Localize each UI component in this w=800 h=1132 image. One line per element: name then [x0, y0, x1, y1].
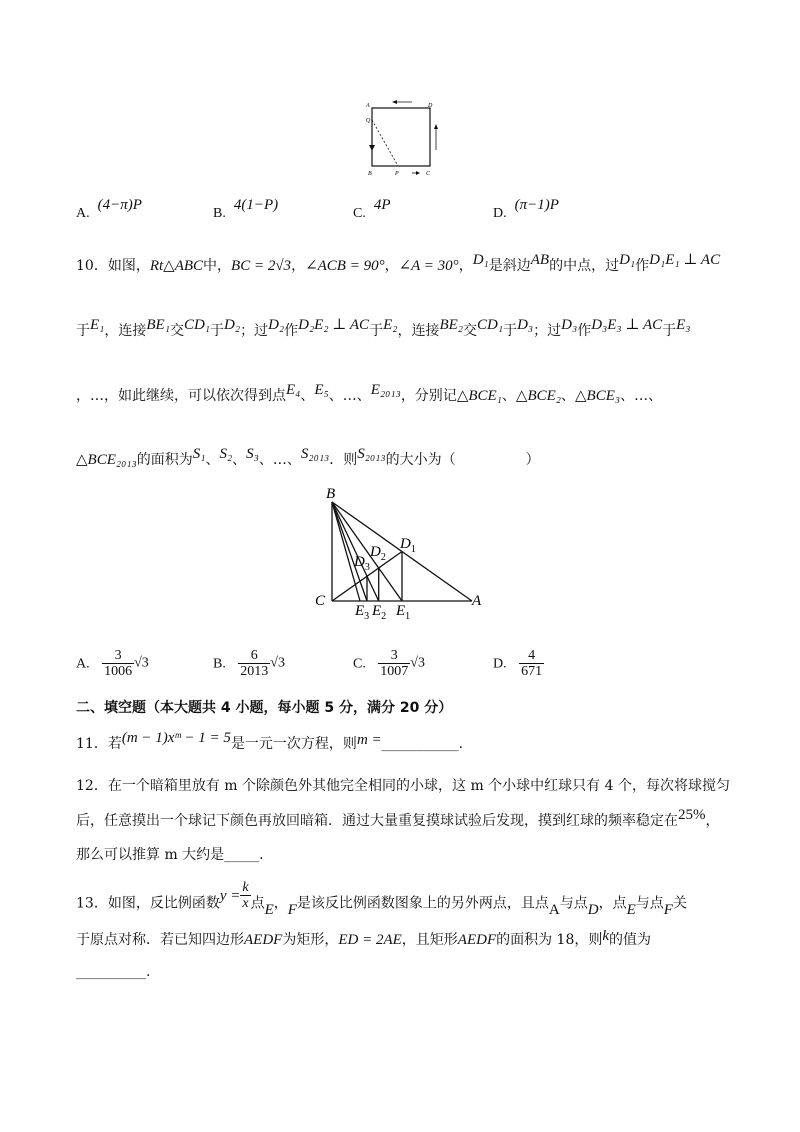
q9-option-c: C.4P	[353, 197, 391, 221]
fig10-label-b: B	[326, 486, 336, 502]
fig9-label-q: Q	[366, 118, 371, 124]
question-10-figure	[312, 484, 492, 624]
q10-line-3: ，…，如此继续，可以依次得到点E₄、E₅、…、E₂₀₁₃，分别记△BCE₁、△BCE₂、△BCE₃、…、	[76, 382, 663, 404]
fig9-label-d: D	[428, 103, 433, 109]
fig10-label-d2: $D_2$	[370, 544, 386, 563]
q10-line-2: 于E₁，连接BE₁交CD₁于D₂；过D₂作D₂E₂ ⊥ AC于E₂，连接BE₂交CD₁于D₃；过D₃作D₃E₃ ⊥ AC于E₃	[76, 317, 691, 339]
q13-line-1: 13．如图，反比例函数y = $\frac{k}{x}$ 点E，F是该反比例函数图象上的另外两点，且点A与点D，点E与点F关	[76, 880, 687, 918]
fig10-label-d1: $D_1$	[400, 536, 416, 555]
fig9-label-c: C	[426, 171, 431, 177]
question-9-figure	[362, 98, 444, 180]
q12-line-1: 12．在一个暗箱里放有 m 个除颜色外其他完全相同的小球，这 m 个小球中红球只有 4 个，每次将球搅匀	[76, 778, 730, 794]
fig10-label-e3: $E_3$	[355, 603, 370, 622]
section-2-heading: 二、填空题（本大题共 4 小题，每小题 5 分，满分 20 分）	[76, 700, 453, 716]
q10-line-1: 10．如图，Rt△ABC中，BC = 2√3，∠ACB = 90°，∠A = 30°，D₁是斜边AB的中点，过D₁作D₁E₁ ⊥ AC	[76, 252, 721, 274]
fig10-label-c: C	[315, 593, 326, 609]
fig9-label-a: A	[366, 103, 370, 109]
q10-line-4: △BCE₂₀₁₃的面积为S₁、S₂、S₃、…、S₂₀₁₃．则S₂₀₁₃的大小为（ ）	[76, 446, 540, 468]
fig9-label-b: B	[368, 171, 372, 177]
q10-option-b: B. $\frac{6}{2013}$ √3	[213, 648, 285, 679]
fig10-label-e2: $E_2$	[372, 603, 387, 622]
q13-line-2: 于原点对称．若已知四边形AEDF为矩形，ED = 2AE，且矩形AEDF的面积为 18，则k的值为	[76, 928, 652, 948]
fig10-label-a: A	[472, 593, 482, 609]
q9-option-a: A.(4−π)P	[76, 197, 142, 221]
q10-option-c: C. $\frac{3}{1007}$ √3	[353, 648, 425, 679]
fig10-label-d3: $D_3$	[354, 554, 370, 573]
fig9-label-p: P	[395, 171, 399, 177]
q10-option-a: A. $\frac{3}{1006}$ √3	[76, 648, 149, 679]
q12-line-2: 后，任意摸出一个球记下颜色再放回暗箱．通过大量重复摸球试验后发现，摸到红球的频率稳定在25%，	[76, 807, 720, 829]
q9-option-d: D.(π−1)P	[493, 197, 559, 221]
q11: 11．若(m − 1)xᵐ − 1 = 5是一元一次方程，则m =___________.	[76, 730, 464, 752]
fig10-label-e1: $E_1$	[396, 603, 411, 622]
q10-option-d: D. $\frac{4}{671}$	[493, 648, 543, 679]
q12-line-3: 那么可以推算 m 大约是_____.	[76, 847, 264, 863]
q13-line-3: __________.	[76, 964, 151, 980]
q9-option-b: B.4(1−P)	[213, 197, 279, 221]
